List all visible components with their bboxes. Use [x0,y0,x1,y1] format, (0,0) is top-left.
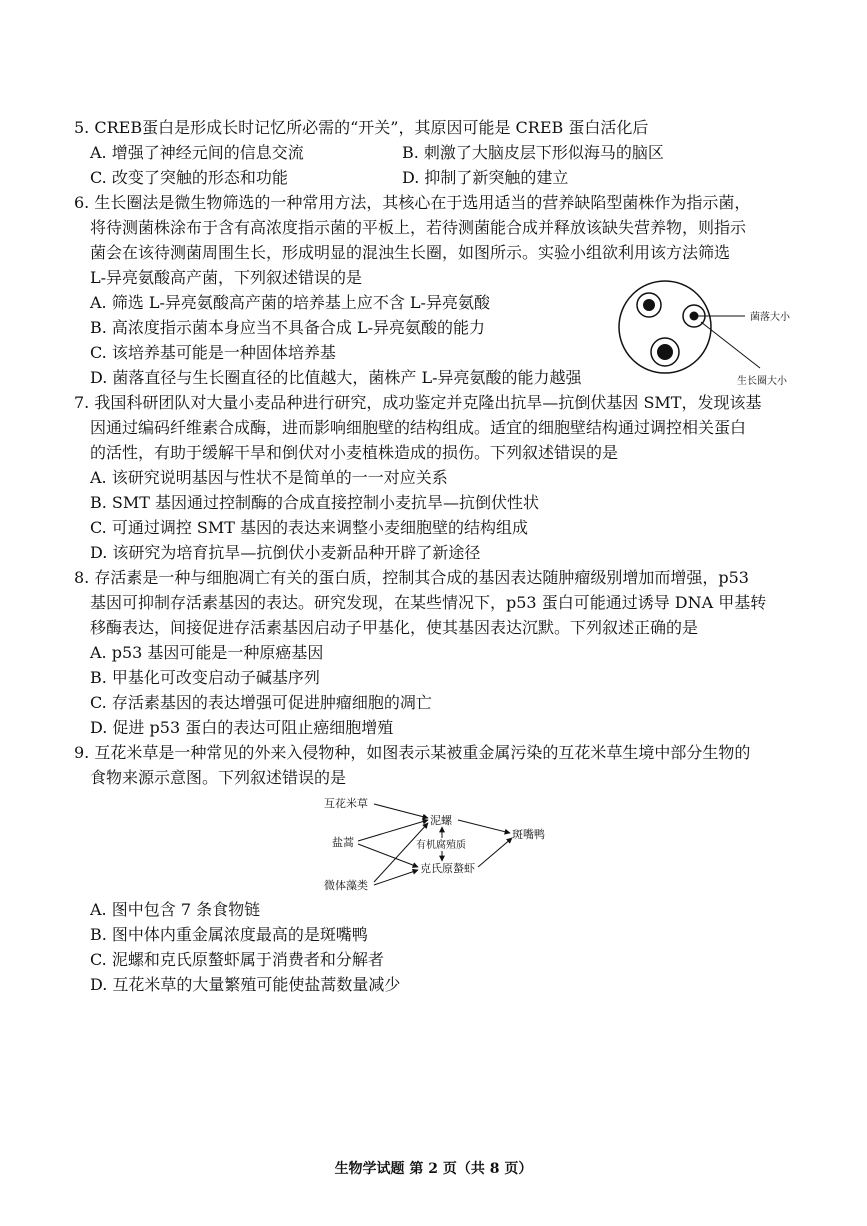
q9-stem-line-2: 食物来源示意图。下列叙述错误的是 [90,768,347,787]
q5-option-a: A. 增强了神经元间的信息交流 [90,143,304,162]
q9-option-b: B. 图中体内重金属浓度最高的是斑嘴鸭 [90,925,368,944]
q5-option-c: C. 改变了突触的形态和功能 [90,168,288,187]
arrow-microalgae-crayfish [374,870,418,885]
colony-size-label: 菌落大小 [750,312,790,323]
growth-circle-pointer [701,322,760,368]
arrow-spartina-bullacta [374,804,428,818]
q6-option-c: C. 该培养基可能是一种固体培养基 [90,343,336,362]
node-suaeda: 盐蒿 [332,836,354,849]
q7-stem-line-3: 的活性，有助于缓解干旱和倒伏对小麦植株造成的损伤。下列叙述错误的是 [90,443,619,462]
q7-stem-line-2: 因通过编码纤维素合成酶，进而影响细胞壁的结构组成。适宜的细胞壁结构通过调控相关蛋白 [90,418,747,437]
q6-stem-line-2: 将待测菌株涂布于含有高浓度指示菌的平板上，若待测菌能合成并释放该缺失营养物，则指示 [90,218,747,237]
q8-stem-line-2: 基因可抑制存活素基因的表达。研究发现，在某些情况下，p53 蛋白可能通过诱导 DNA 甲基转 [90,593,767,612]
colony-3 [657,344,673,360]
arrow-crayfish-duck [478,838,512,867]
culture-plate-figure [610,270,810,390]
q7-stem-line-1: 7. 我国科研团队对大量小麦品种进行研究，成功鉴定并克隆出抗旱—抗倒伏基因 SMT，发现该基 [74,393,762,412]
node-spot-billed-duck: 斑嘴鸭 [512,828,545,841]
q6-stem-line-4: L-异亮氨酸高产菌，下列叙述错误的是 [90,268,363,287]
q7-option-d: D. 该研究为培育抗旱—抗倒伏小麦新品种开辟了新途径 [90,543,481,562]
arrow-suaeda-bullacta [358,820,428,841]
node-bullacta: 泥螺 [430,814,452,827]
q6-option-a: A. 筛选 L-异亮氨酸高产菌的培养基上应不含 L-异亮氨酸 [90,293,490,312]
q5-option-d: D. 抑制了新突触的建立 [402,168,569,187]
arrow-bullacta-duck [458,820,510,833]
node-organic-humus: 有机腐殖质 [416,840,466,851]
node-microalgae: 微体藻类 [324,879,368,892]
q8-stem-line-3: 移酶表达，间接促进存活素基因启动子甲基化，使其基因表达沉默。下列叙述正确的是 [90,618,699,637]
q7-option-b: B. SMT 基因通过控制酶的合成直接控制小麦抗旱—抗倒伏性状 [90,493,540,512]
arrow-suaeda-crayfish [358,844,418,867]
q9-option-a: A. 图中包含 7 条食物链 [90,900,261,919]
page-footer: 生物学试题 第 2 页（共 8 页） [334,1161,533,1177]
colony-1 [643,299,655,311]
q6-stem-line-1: 6. 生长圈法是微生物筛选的一种常用方法，其核心在于选用适当的营养缺陷型菌株作为指示菌， [74,193,751,212]
q9-option-d: D. 互花米草的大量繁殖可能使盐蒿数量减少 [90,975,401,994]
node-spartina: 互花米草 [324,797,368,810]
q8-option-d: D. 促进 p53 蛋白的表达可阻止癌细胞增殖 [90,718,394,737]
q7-option-a: A. 该研究说明基因与性状不是简单的一一对应关系 [90,468,448,487]
q8-stem-line-1: 8. 存活素是一种与细胞凋亡有关的蛋白质，控制其合成的基因表达随肿瘤级别增加而增强，p53 [74,568,749,587]
growth-circle-label: 生长圈大小 [737,376,787,387]
q7-option-c: C. 可通过调控 SMT 基因的表达来调整小麦细胞壁的结构组成 [90,518,529,537]
q6-stem-line-3: 菌会在该待测菌周围生长，形成明显的混浊生长圈，如图所示。实验小组欲利用该方法筛选 [90,243,731,262]
q8-option-c: C. 存活素基因的表达增强可促进肿瘤细胞的凋亡 [90,693,432,712]
q9-stem-line-1: 9. 互花米草是一种常见的外来入侵物种，如图表示某被重金属污染的互花米草生境中部分生物的 [74,743,751,762]
q5-option-b: B. 刺激了大脑皮层下形似海马的脑区 [402,143,664,162]
node-crayfish: 克氏原螯虾 [420,862,475,875]
q8-option-a: A. p53 基因可能是一种原癌基因 [90,643,324,662]
food-web-diagram [318,790,558,896]
q6-option-b: B. 高浓度指示菌本身应当不具备合成 L-异亮氨酸的能力 [90,318,486,337]
q9-option-c: C. 泥螺和克氏原螯虾属于消费者和分解者 [90,950,384,969]
q6-option-d: D. 菌落直径与生长圈直径的比值越大，菌株产 L-异亮氨酸的能力越强 [90,368,582,387]
q5-stem: 5. CREB蛋白是形成长时记忆所必需的“开关”，其原因可能是 CREB 蛋白活化后 [74,118,649,137]
q8-option-b: B. 甲基化可改变启动子碱基序列 [90,668,320,687]
